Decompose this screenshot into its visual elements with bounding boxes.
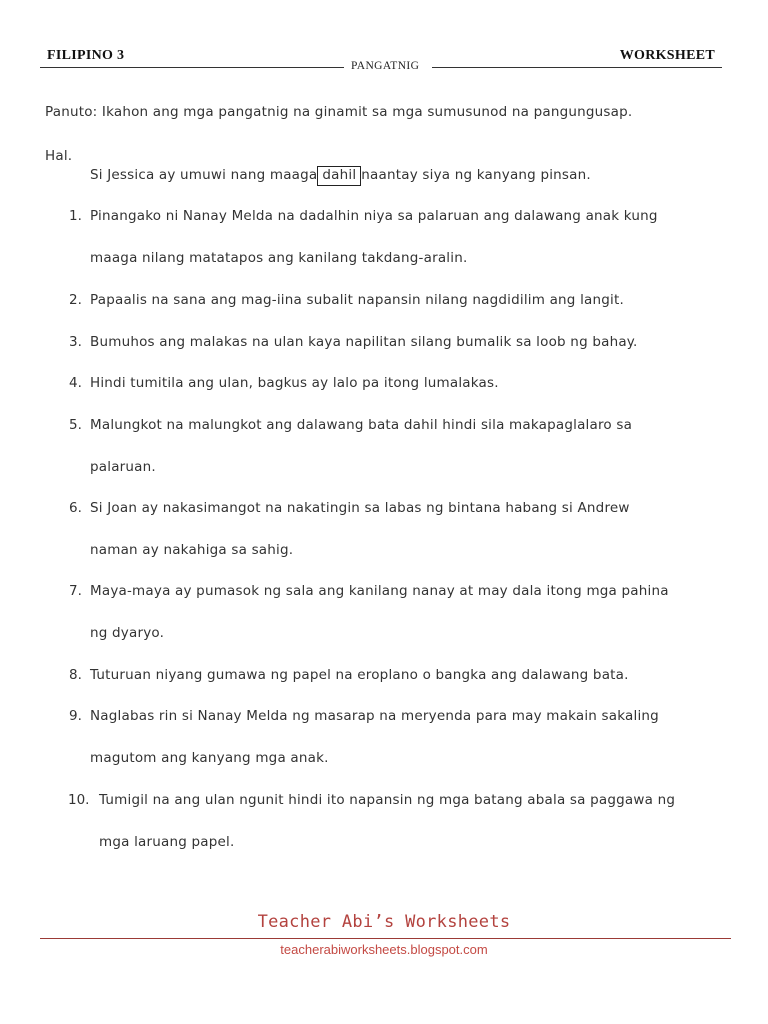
item-line: ng dyaryo. [90,625,165,641]
item-line: magutom ang kanyang mga anak. [90,750,329,766]
footer-rule [40,938,731,939]
subject-label: FILIPINO 3 [47,48,125,63]
footer-brand: Teacher Abi’s Worksheets [257,912,511,932]
item-line: Maya-maya ay pumasok ng sala ang kanilang nanay at may dala itong mga pahina [90,583,669,599]
item-line: maaga nilang matatapos ang kanilang takdang-aralin. [90,250,468,266]
item-line: Naglabas rin si Nanay Melda ng masarap na meryenda para may makain sakaling [90,708,659,724]
item-line: Si Joan ay nakasimangot na nakatingin sa labas ng bintana habang si Andrew [90,500,630,516]
item-number: 9. [69,708,82,724]
item-line: Malungkot na malungkot ang dalawang bata dahil hindi sila makapaglalaro sa [90,417,633,433]
example-text-before: Si Jessica ay umuwi nang maaga [90,167,318,183]
item-number: 2. [69,292,82,308]
header-rule-left [40,67,344,68]
footer-url: teacherabiworksheets.blogspot.com [280,942,488,957]
worksheet-label: WORKSHEET [619,48,715,63]
item-line: Tumigil na ang ulan ngunit hindi ito napansin ng mga batang abala sa paggawa ng [99,792,676,808]
example-text-after: naantay siya ng kanyang pinsan. [361,167,591,183]
item-number: 7. [69,583,82,599]
example-boxed-word: dahil [317,166,361,186]
item-line: Hindi tumitila ang ulan, bagkus ay lalo pa itong lumalakas. [90,375,499,391]
item-number: 10. [68,792,90,808]
item-line: Bumuhos ang malakas na ulan kaya napilitan silang bumalik sa loob ng bahay. [90,334,638,350]
item-line: naman ay nakahiga sa sahig. [90,542,294,558]
page-title: PANGATNIG [351,60,420,72]
item-number: 3. [69,334,82,350]
item-number: 6. [69,500,82,516]
item-line: Tuturuan niyang gumawa ng papel na eroplano o bangka ang dalawang bata. [90,667,629,683]
item-number: 5. [69,417,82,433]
item-line: mga laruang papel. [99,834,235,850]
header-rule-right [432,67,722,68]
item-line: palaruan. [90,459,156,475]
item-line: Papaalis na sana ang mag-iina subalit napansin nilang nagdidilim ang langit. [90,292,624,308]
instructions: Panuto: Ikahon ang mga pangatnig na ginamit sa mga sumusunod na pangungusap. [45,104,633,120]
item-number: 4. [69,375,82,391]
example-label: Hal. [45,148,73,164]
example-sentence [90,167,591,183]
item-line: Pinangako ni Nanay Melda na dadalhin niya sa palaruan ang dalawang anak kung [90,208,658,224]
item-number: 1. [69,208,82,224]
item-number: 8. [69,667,82,683]
